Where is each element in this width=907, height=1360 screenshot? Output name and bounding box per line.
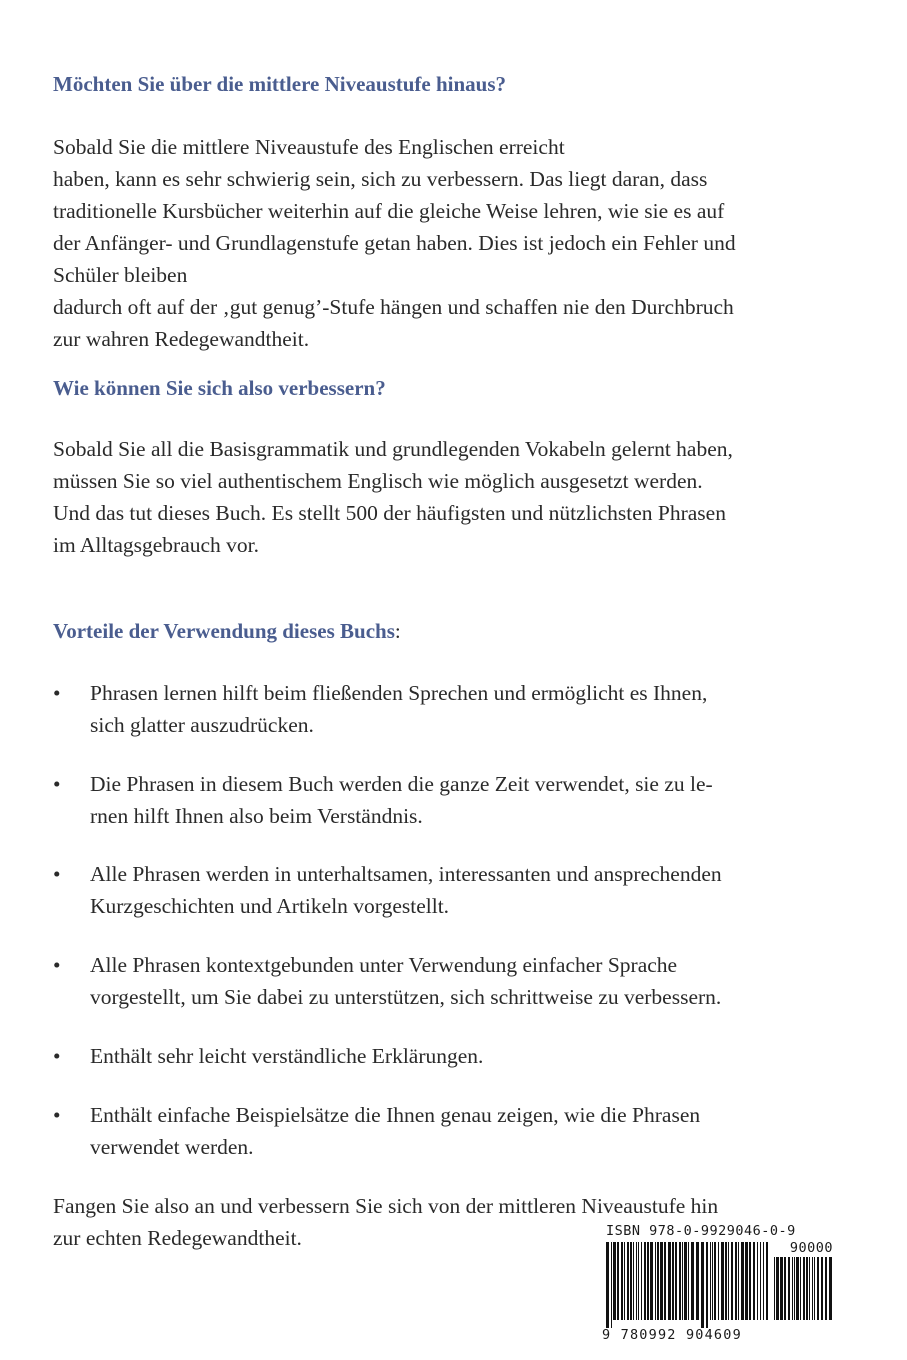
barcode-bar — [714, 1242, 716, 1320]
barcode-bar — [825, 1257, 827, 1320]
barcode-bar — [710, 1242, 711, 1320]
bullet-dot: • — [53, 1044, 61, 1068]
barcode-bar — [814, 1257, 815, 1320]
barcode-bar — [803, 1257, 805, 1320]
heading-benefits-text: Vorteile der Verwendung dieses Buchs — [53, 619, 395, 643]
isbn-barcode — [602, 1223, 835, 1347]
isbn-label: ISBN 978-0-9929046-0-9 — [606, 1223, 796, 1239]
barcode-bar — [679, 1242, 681, 1320]
barcode-bar — [682, 1242, 683, 1320]
barcode-bar — [701, 1242, 704, 1328]
paragraph-line: haben, kann es sehr schwierig sein, sich zu verbessern. Das liegt daran, dass — [53, 167, 708, 191]
barcode-bar — [611, 1242, 612, 1328]
barcode-bar — [664, 1242, 666, 1320]
barcode-bar — [728, 1242, 729, 1320]
barcode-bar — [638, 1242, 639, 1320]
barcode-bar — [721, 1242, 724, 1320]
barcode-bar — [684, 1242, 687, 1320]
barcode-bar — [731, 1242, 733, 1320]
paragraph-line: im Alltagsgebrauch vor. — [53, 533, 260, 557]
bullet-dot: • — [53, 1103, 61, 1127]
paragraph-line: traditionelle Kursbücher weiterhin auf die gleiche Weise lehren, wie sie es auf — [53, 199, 725, 223]
barcode-bar — [806, 1257, 808, 1320]
bullet-dot: • — [53, 772, 61, 796]
paragraph-line: zur echten Redegewandtheit. — [53, 1226, 302, 1250]
barcode-bar — [766, 1242, 768, 1320]
paragraph-line: Und das tut dieses Buch. Es stellt 500 der häufigsten und nützlichsten Phrasen — [53, 501, 726, 525]
paragraph-line: zur wahren Redegewandtheit. — [53, 327, 310, 351]
ean-barcode-bars — [606, 1242, 770, 1328]
paragraph-line: müssen Sie so viel authentischem Englisch wie möglich ausgesetzt werden. — [53, 469, 703, 493]
barcode-bar — [725, 1242, 727, 1320]
barcode-bar — [829, 1257, 832, 1320]
bullet-line: Phrasen lernen hilft beim fließenden Sprechen und ermöglicht es Ihnen, — [90, 681, 708, 705]
paragraph-line: der Anfänger- und Grundlagenstufe getan haben. Dies ist jedoch ein Fehler und — [53, 231, 736, 255]
barcode-bar — [688, 1242, 689, 1320]
barcode-bar — [800, 1257, 801, 1320]
barcode-bar — [627, 1242, 629, 1320]
barcode-bar — [780, 1257, 783, 1320]
bullet-dot: • — [53, 862, 61, 886]
barcode-bar — [809, 1257, 810, 1320]
bullet-line: Alle Phrasen werden in unterhaltsamen, interessanten und ansprechenden — [90, 862, 722, 886]
barcode-bar — [776, 1257, 779, 1320]
paragraph-line: Schüler bleiben — [53, 263, 188, 287]
barcode-bar — [741, 1242, 744, 1320]
barcode-bar — [606, 1242, 609, 1328]
ean-number-label: 9 780992 904609 — [602, 1327, 742, 1343]
price-code-label: 90000 — [789, 1240, 833, 1256]
bullet-line: sich glatter auszudrücken. — [90, 713, 314, 737]
paragraph-line: Sobald Sie all die Basisgrammatik und grundlegenden Vokabeln gelernt haben, — [53, 437, 733, 461]
barcode-bar — [788, 1257, 790, 1320]
barcode-bar — [675, 1242, 677, 1320]
barcode-bar — [712, 1242, 713, 1320]
bullet-line: Enthält einfache Beispielsätze die Ihnen genau zeigen, wie die Phrasen — [90, 1103, 701, 1127]
barcode-bar — [624, 1242, 625, 1320]
barcode-bar — [760, 1242, 761, 1320]
heading-colon: : — [394, 619, 401, 643]
heading-how-to-improve: Wie können Sie sich also verbessern? — [53, 376, 386, 400]
barcode-bar — [696, 1242, 699, 1320]
bullet-line: Die Phrasen in diesem Buch werden die ganze Zeit verwendet, sie zu le- — [90, 772, 713, 796]
paragraph-how-to-improve — [53, 433, 853, 561]
bullet-line: verwendet werden. — [90, 1135, 254, 1159]
paragraph-intro — [53, 131, 853, 355]
barcode-bar — [621, 1242, 623, 1320]
bullet-dot: • — [53, 953, 61, 977]
heading-benefits — [53, 619, 401, 644]
barcode-bar — [633, 1242, 634, 1320]
barcode-bar — [672, 1242, 674, 1320]
barcode-bar — [763, 1242, 764, 1320]
barcode-bar — [636, 1242, 637, 1320]
barcode-bar — [706, 1242, 708, 1328]
barcode-bar — [792, 1257, 793, 1320]
addon-barcode-bars — [774, 1257, 834, 1328]
barcode-bar — [757, 1242, 758, 1320]
barcode-bar — [735, 1242, 737, 1320]
barcode-bar — [821, 1257, 823, 1320]
barcode-bar — [774, 1257, 775, 1320]
bullet-line: Enthält sehr leicht verständliche Erklärungen. — [90, 1044, 484, 1068]
barcode-bar — [660, 1242, 663, 1320]
barcode-bar — [794, 1257, 795, 1320]
paragraph-line: Sobald Sie die mittlere Niveaustufe des Englischen erreicht — [53, 135, 565, 159]
barcode-bar — [647, 1242, 649, 1320]
barcode-bar — [668, 1242, 671, 1320]
barcode-bar — [650, 1242, 653, 1320]
barcode-bar — [657, 1242, 659, 1320]
barcode-bar — [817, 1257, 819, 1320]
bullet-line: Kurzgeschichten und Artikeln vorgestellt. — [90, 894, 450, 918]
barcode-bar — [812, 1257, 813, 1320]
barcode-bar — [738, 1242, 739, 1320]
barcode-bar — [630, 1242, 632, 1320]
barcode-bar — [753, 1242, 755, 1320]
barcode-bar — [784, 1257, 786, 1320]
barcode-bar — [655, 1242, 656, 1320]
barcode-bar — [641, 1242, 642, 1320]
bullet-line: Alle Phrasen kontextgebunden unter Verwendung einfacher Sprache — [90, 953, 678, 977]
barcode-bar — [718, 1242, 719, 1320]
bullet-dot: • — [53, 681, 61, 705]
barcode-bar — [745, 1242, 748, 1320]
barcode-bar — [749, 1242, 751, 1320]
heading-beyond-intermediate: Möchten Sie über die mittlere Niveaustufe hinaus? — [53, 72, 507, 96]
paragraph-line: dadurch oft auf der ‚gut genug’-Stufe hängen und schaffen nie den Durchbruch — [53, 295, 734, 319]
bullet-line: vorgestellt, um Sie dabei zu unterstützen, sich schrittweise zu verbessern. — [90, 985, 722, 1009]
barcode-bar — [796, 1257, 799, 1320]
bullet-line: rnen hilft Ihnen also beim Verständnis. — [90, 804, 423, 828]
barcode-bar — [617, 1242, 619, 1320]
paragraph-line: Fangen Sie also an und verbessern Sie sich von der mittleren Niveaustufe hin — [53, 1194, 719, 1218]
barcode-bar — [644, 1242, 646, 1320]
barcode-bar — [613, 1242, 616, 1320]
barcode-bar — [691, 1242, 694, 1320]
